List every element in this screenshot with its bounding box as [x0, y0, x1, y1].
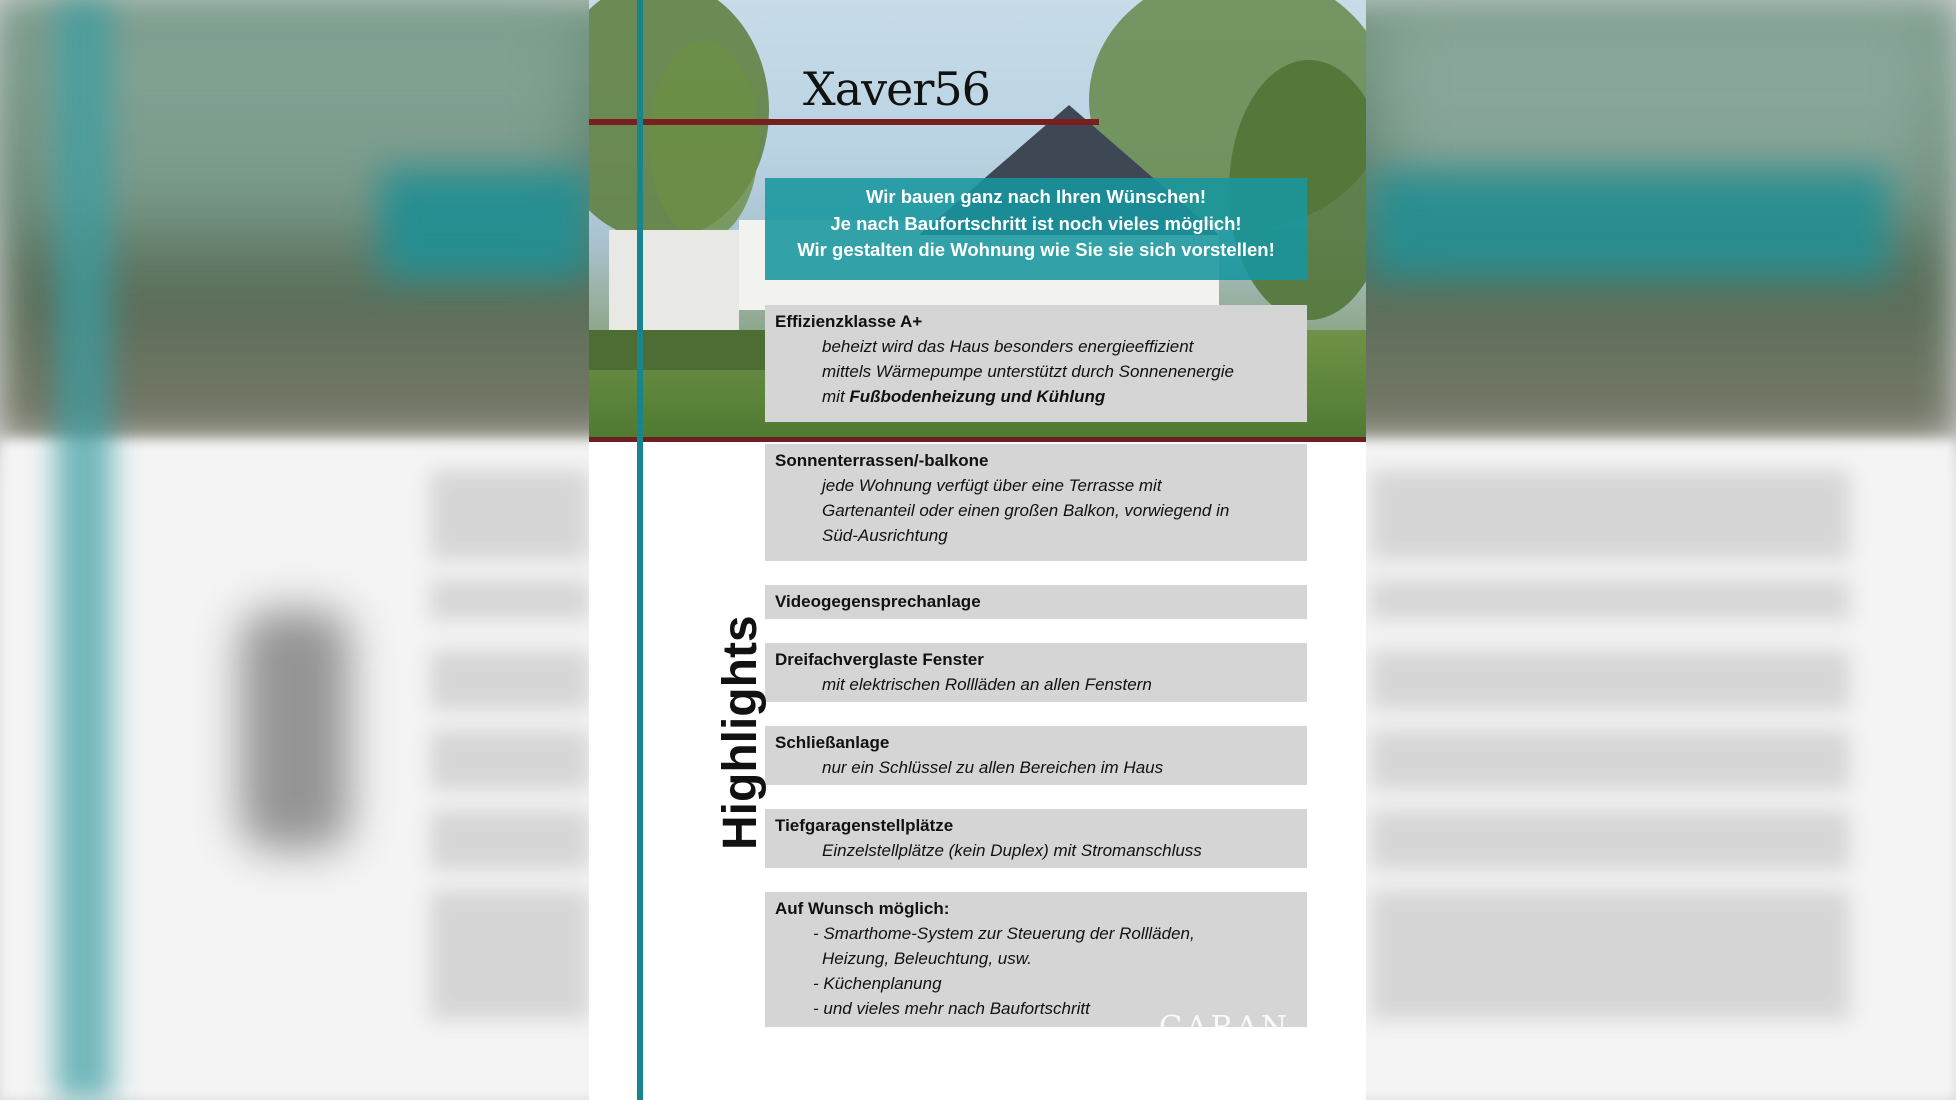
flyer-page — [589, 0, 1366, 1100]
feature-title: Tiefgaragenstellplätze — [775, 816, 954, 835]
intro-line: Je nach Baufortschritt ist noch vieles möglich! — [830, 212, 1242, 234]
feature-text: nur ein Schlüssel zu allen Bereichen im Haus — [822, 758, 1164, 777]
title-underline — [589, 119, 1099, 125]
feature-title: Effizienzklasse A+ — [775, 312, 923, 331]
feature-list-item: - Smarthome-System zur Steuerung der Rollläden, — [813, 924, 1195, 943]
feature-title: Sonnenterrassen/-balkone — [775, 451, 989, 470]
feature-text: mit elektrischen Rollläden an allen Fenstern — [822, 675, 1152, 694]
intro-line: Wir bauen ganz nach Ihren Wünschen! — [865, 186, 1207, 207]
photo-divider — [589, 437, 1366, 442]
feature-box-locking — [765, 726, 1307, 785]
page-title: Xaver56 — [803, 62, 990, 116]
feature-list-item: - und vieles mehr nach Baufortschritt — [813, 999, 1090, 1018]
feature-text-bold: Fußbodenheizung und Kühlung — [849, 387, 1106, 406]
feature-title: Videogegensprechanlage — [775, 592, 981, 611]
teal-accent-line — [637, 0, 643, 1100]
feature-text: mittels Wärmepumpe unterstützt durch Sonnenenergie — [822, 362, 1234, 381]
feature-text — [775, 384, 1297, 409]
feature-box-windows — [765, 643, 1307, 702]
feature-title: Schließanlage — [775, 733, 890, 752]
feature-text: beheizt wird das Haus besonders energieeffizient — [822, 337, 1194, 356]
feature-box-terraces — [765, 444, 1307, 561]
highlights-label: Highlights — [714, 615, 767, 850]
feature-title: Dreifachverglaste Fenster — [775, 650, 984, 669]
watermark: GARAN — [1159, 1010, 1291, 1045]
feature-list-item: Heizung, Beleuchtung, usw. — [822, 949, 1032, 968]
feature-box-intercom — [765, 585, 1307, 619]
feature-text: Süd-Ausrichtung — [822, 526, 948, 545]
feature-box-parking — [765, 809, 1307, 868]
intro-line: Wir gestalten die Wohnung wie Sie sie sich vorstellen! — [797, 239, 1275, 260]
feature-list-item: - Küchenplanung — [813, 974, 942, 993]
feature-box-options — [765, 892, 1307, 1027]
feature-text: Gartenanteil oder einen großen Balkon, vorwiegend in — [822, 501, 1230, 520]
feature-text: Einzelstellplätze (kein Duplex) mit Stromanschluss — [822, 841, 1202, 860]
feature-box-efficiency — [765, 305, 1307, 422]
feature-title: Auf Wunsch möglich: — [775, 899, 950, 918]
feature-text-prefix: mit — [822, 387, 850, 406]
intro-banner — [765, 178, 1307, 280]
feature-text: jede Wohnung verfügt über eine Terrasse mit — [822, 476, 1162, 495]
